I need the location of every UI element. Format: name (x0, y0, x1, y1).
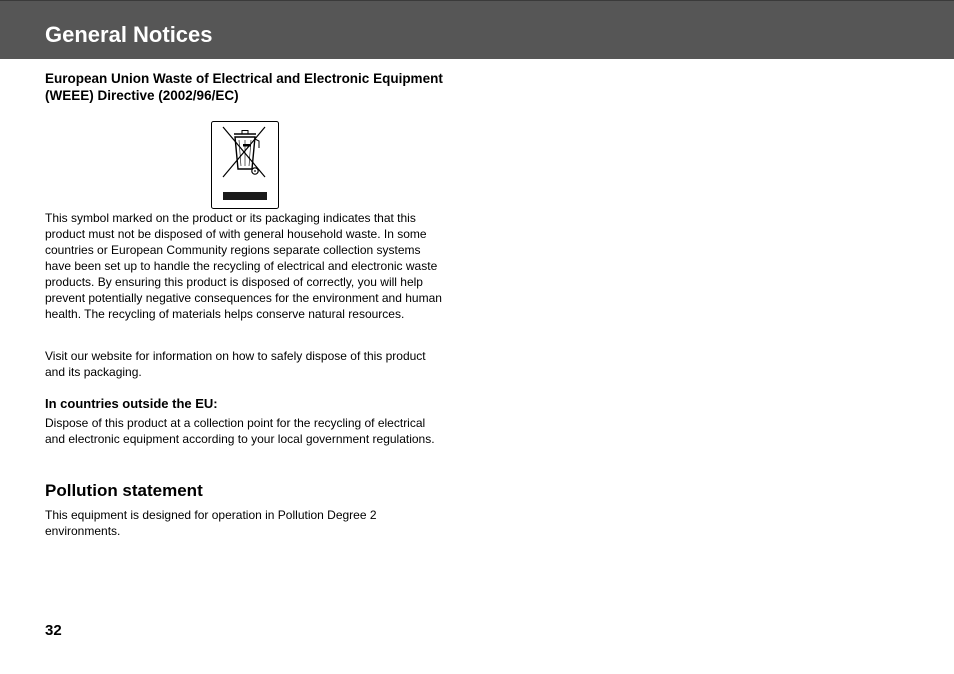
outside-eu-heading: In countries outside the EU: (45, 396, 218, 411)
crossed-out-wheelie-bin-icon (211, 121, 279, 209)
page-title: General Notices (45, 22, 213, 47)
page-header (0, 0, 954, 59)
page-number: 32 (45, 622, 62, 639)
outside-eu-description: Dispose of this product at a collection point for the recycling of electrical and electronic equipment according to your local government regulations. (45, 416, 435, 446)
pollution-description: This equipment is designed for operation in Pollution Degree 2 environments. (45, 508, 377, 538)
website-note: Visit our website for information on how to safely dispose of this product and its packaging. (45, 349, 426, 379)
weee-description: This symbol marked on the product or its packaging indicates that this product must not be disposed of with general household waste. In some countries or European Community regions separate collection systems have been set up to handle the recycling of electrical and electronic waste products. By ensuring this product is disposed of correctly, you will help prevent potentially negative consequences for the environment and human health. The recycling of materials helps conserve natural resources. (45, 211, 442, 321)
weee-heading: European Union Waste of Electrical and Electronic Equipment (WEEE) Directive (2002/96/EC) (45, 71, 443, 103)
pollution-heading: Pollution statement (45, 481, 203, 500)
